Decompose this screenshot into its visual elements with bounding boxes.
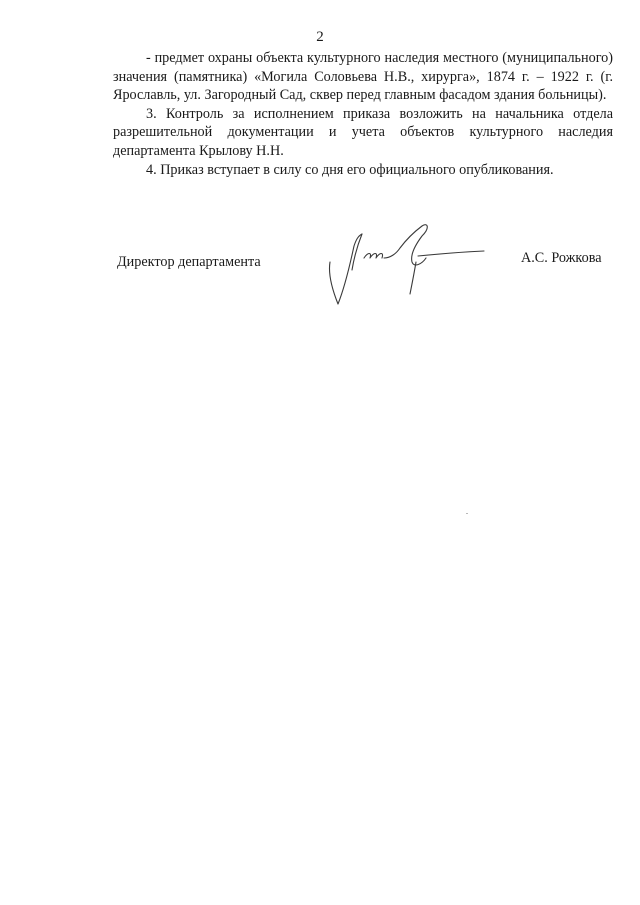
scan-speck [466,513,468,514]
paragraph-protection-subject: - предмет охраны объекта культурного наследия местного (муниципального) значения (памятника) «Могила Соловьева Н.В., хирурга», 1874 г. – 1922 г. (г. Ярославль, ул. Загородный Сад, сквер перед главным фасадом здания больницы). [113,50,613,104]
paragraph-effective-date: 4. Приказ вступает в силу со дня его официального опубликования. [146,161,554,178]
document-body [113,49,613,179]
handwritten-signature [318,214,488,314]
signatory-name: А.С. Рожкова [521,250,602,266]
paragraph-control: 3. Контроль за исполнением приказа возложить на начальника отдела разрешительной документации и учета объектов культурного наследия департамента Крылову Н.Н. [113,105,613,159]
signatory-title: Директор департамента [117,254,261,270]
page-number: 2 [316,29,324,45]
